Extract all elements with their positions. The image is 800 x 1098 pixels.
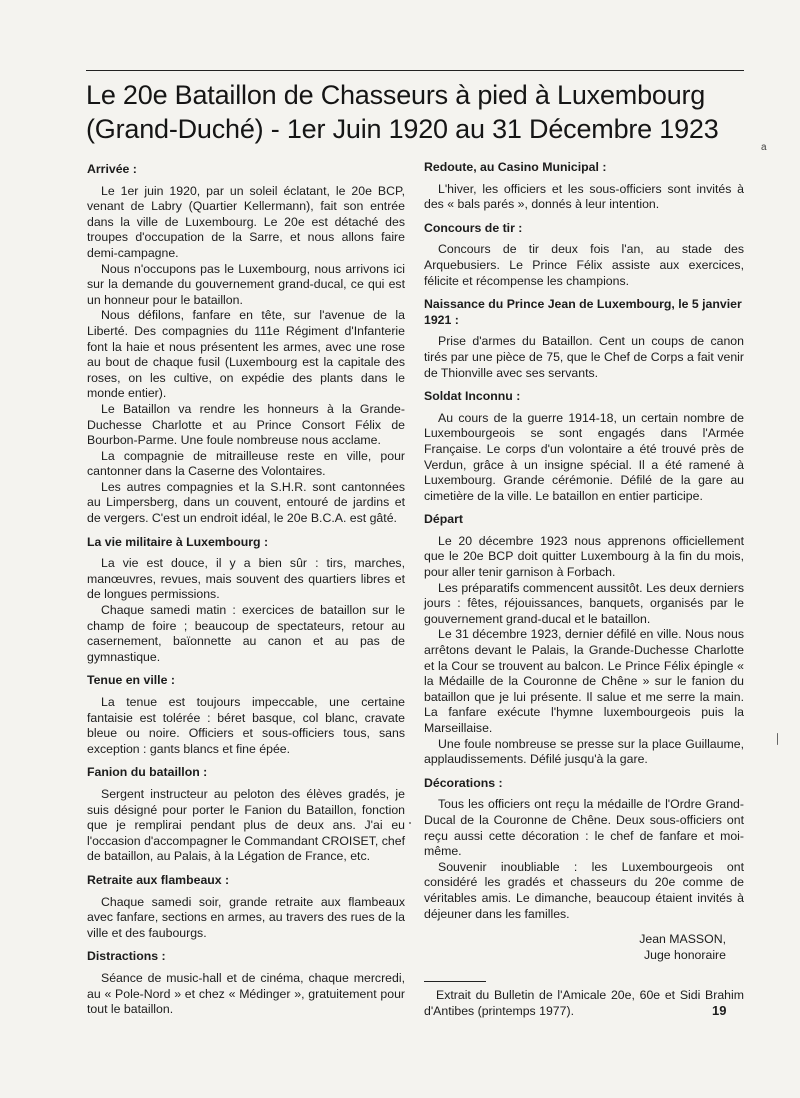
section-heading: Soldat Inconnu : bbox=[424, 389, 521, 404]
scan-mark bbox=[777, 733, 778, 745]
paragraph: Chaque samedi matin : exercices de bataillon sur le champ de foire ; beaucoup de spectateurs, retour au casernement, baïonnette au canon et au pas de gymnastique. bbox=[87, 603, 405, 664]
paragraph: Les préparatifs commencent aussitôt. Les deux derniers jours : fêtes, réjouissances, banquets, organisés par le gouvernement grand-ducal et le bataillon. bbox=[424, 580, 744, 626]
section-heading: Fanion du bataillon : bbox=[87, 765, 208, 780]
section-fanion bbox=[87, 765, 405, 865]
paragraph: Prise d'armes du Bataillon. Cent un coups de canon tirés par une pièce de 75, que le Chef de Corps a fait venir de Thionville avec ses servants. bbox=[424, 334, 744, 380]
section-tenue bbox=[87, 673, 405, 757]
paragraph: La compagnie de mitrailleuse reste en ville, pour cantonner dans la Caserne des Volontaires. bbox=[87, 448, 405, 479]
section-heading: Concours de tir : bbox=[424, 220, 523, 235]
footnote-rule bbox=[424, 981, 486, 982]
title-line-1: Le 20e Bataillon de Chasseurs à pied à Luxembourg bbox=[86, 80, 706, 110]
paragraph: Une foule nombreuse se presse sur la place Guillaume, applaudissements. Défilé jusqu'à la gare. bbox=[424, 736, 744, 767]
section-heading: Décorations : bbox=[424, 775, 503, 790]
paragraph: Les autres compagnies et la S.H.R. sont cantonnées au Limpersberg, dans un couvent, entouré de jardins et de vergers. C'est un endroit idéal, le 20e B.C.A. est gâté. bbox=[87, 479, 405, 526]
paragraph: La tenue est toujours impeccable, une certaine fantaisie est tolérée : béret basque, col blanc, cravate bleue ou noire. Officiers et sous-officiers tous, sans exception : gants blancs et fine épée. bbox=[87, 695, 405, 756]
section-decorations bbox=[424, 776, 744, 922]
paragraph: Le 1er juin 1920, par un soleil éclatant, le 20e BCP, venant de Labry (Quartier Kellermann), fait son entrée dans la ville de Luxembourg. Le 20e est détaché des troupes d'occupation de la Sarre, et nous allons faire demi-campagne. bbox=[87, 183, 405, 260]
paragraph: Séance de music-hall et de cinéma, chaque mercredi, au « Pole-Nord » et chez « Médinger », gratuitement pour tout le bataillon. bbox=[87, 970, 405, 1017]
paragraph: Le 31 décembre 1923, dernier défilé en ville. Nous nous arrêtons devant le Palais, la Grande-Duchesse Charlotte et la Cour se trouvent au balcon. Le Prince Félix épingle « la Médaille de la Couronne de Chêne » sur le fanion du bataillon que je lui présente. Il salue et me serre la main. La fanfare exécute l'hymne luxembourgeois puis la Marseillaise. bbox=[424, 627, 744, 735]
section-soldat bbox=[424, 389, 744, 504]
paragraph: Au cours de la guerre 1914-18, un certain nombre de Luxembourgeois se sont engagés dans l'Armée Française. Le corps d'un volontaire a été trouvé près de Verdun, grâce à un insigne spécial. Il a été ramené à Luxembourg. Grande cérémonie. Défilé de la gare au cimetière de la ville. Le bataillon en entier participe. bbox=[424, 410, 744, 503]
title-line-2: (Grand-Duché) - 1er Juin 1920 au 31 Décembre 1923 bbox=[86, 114, 719, 144]
page-number: 19 bbox=[712, 1003, 727, 1018]
paragraph: Chaque samedi soir, grande retraite aux flambeaux avec fanfare, sections en armes, au travers des rues de la ville et des faubourgs. bbox=[87, 894, 405, 940]
paragraph: Tous les officiers ont reçu la médaille de l'Ordre Grand-Ducal de la Couronne de Chêne. Deux sous-officiers ont reçu aussi cette décoration : le chef de fanfare et moi-même. bbox=[424, 797, 744, 859]
paragraph: Le Bataillon va rendre les honneurs à la Grande-Duchesse Charlotte et au Prince Consort Félix de Bourbon-Parme. Une foule nombreuse nous acclame. bbox=[87, 401, 405, 448]
section-distractions bbox=[87, 949, 405, 1017]
scan-mark bbox=[409, 822, 411, 824]
signature-block bbox=[424, 932, 744, 963]
section-heading: Redoute, au Casino Municipal : bbox=[424, 160, 607, 174]
section-arrivee bbox=[87, 162, 405, 527]
section-heading: Départ bbox=[424, 512, 463, 527]
author-role: Juge honoraire bbox=[643, 947, 726, 962]
section-depart bbox=[424, 512, 744, 768]
section-heading: Tenue en ville : bbox=[87, 673, 175, 688]
paragraph: Sergent instructeur au peloton des élèves gradés, je suis désigné pour porter le Fanion du Bataillon, fonction que je remplirai pendant plus de deux ans. J'ai eu l'occasion d'accompagner le Commandant CROISET, chef de bataillon, au Palais, à la Légation de France, etc. bbox=[87, 786, 405, 864]
footnote: Extrait du Bulletin de l'Amicale 20e, 60e et Sidi Brahim d'Antibes (printemps 1977). bbox=[424, 988, 744, 1018]
section-heading: Arrivée : bbox=[87, 162, 137, 176]
left-column bbox=[87, 162, 405, 1026]
top-rule bbox=[86, 70, 744, 71]
paragraph: Souvenir inoubliable : les Luxembourgeois ont considéré les gradés et chasseurs du 20e comme de véritables amis. Le dimanche, beaucoup étaient invités à déjeuner dans les familles. bbox=[424, 859, 744, 921]
paragraph: La vie est douce, il y a bien sûr : tirs, marches, manœuvres, revues, mais souvent des quartiers libres et de longues permissions. bbox=[87, 556, 405, 602]
section-heading: Retraite aux flambeaux : bbox=[87, 872, 230, 887]
section-redoute bbox=[424, 160, 744, 213]
section-naissance bbox=[424, 297, 744, 381]
paragraph: Le 20 décembre 1923 nous apprenons officiellement que le 20e BCP doit quitter Luxembourg à la fin du mois, pour aller tenir garnison à Forbach. bbox=[424, 533, 744, 580]
paragraph: L'hiver, les officiers et les sous-officiers sont invités à des « bals parés », donnés à leur intention. bbox=[424, 181, 744, 212]
paragraph: Nous n'occupons pas le Luxembourg, nous arrivons ici sur la demande du gouvernement grand-ducal, ce qui est un honneur pour le bataillon. bbox=[87, 261, 405, 307]
author-name: Jean MASSON, bbox=[639, 932, 726, 947]
section-vie-militaire bbox=[87, 535, 405, 666]
article-title bbox=[86, 78, 746, 146]
right-column bbox=[424, 160, 744, 1020]
section-heading: Distractions : bbox=[87, 949, 166, 964]
section-heading: La vie militaire à Luxembourg : bbox=[87, 534, 269, 549]
paragraph: Concours de tir deux fois l'an, au stade des Arquebusiers. Le Prince Félix assiste aux exercices, félicite et récompense les champions. bbox=[424, 242, 744, 288]
margin-mark: a bbox=[761, 142, 767, 153]
section-heading: Naissance du Prince Jean de Luxembourg, le 5 janvier 1921 : bbox=[424, 297, 742, 327]
section-concours bbox=[424, 221, 744, 289]
paragraph: Nous défilons, fanfare en tête, sur l'avenue de la Liberté. Des compagnies du 111e Régiment d'Infanterie font la haie et nous présentent les armes, avec une rose au bout de chaque fusil (Luxembourg est la capitale des roses, on les cultive, on expédie des plants dans le monde entier). bbox=[87, 308, 405, 401]
section-retraite bbox=[87, 873, 405, 941]
